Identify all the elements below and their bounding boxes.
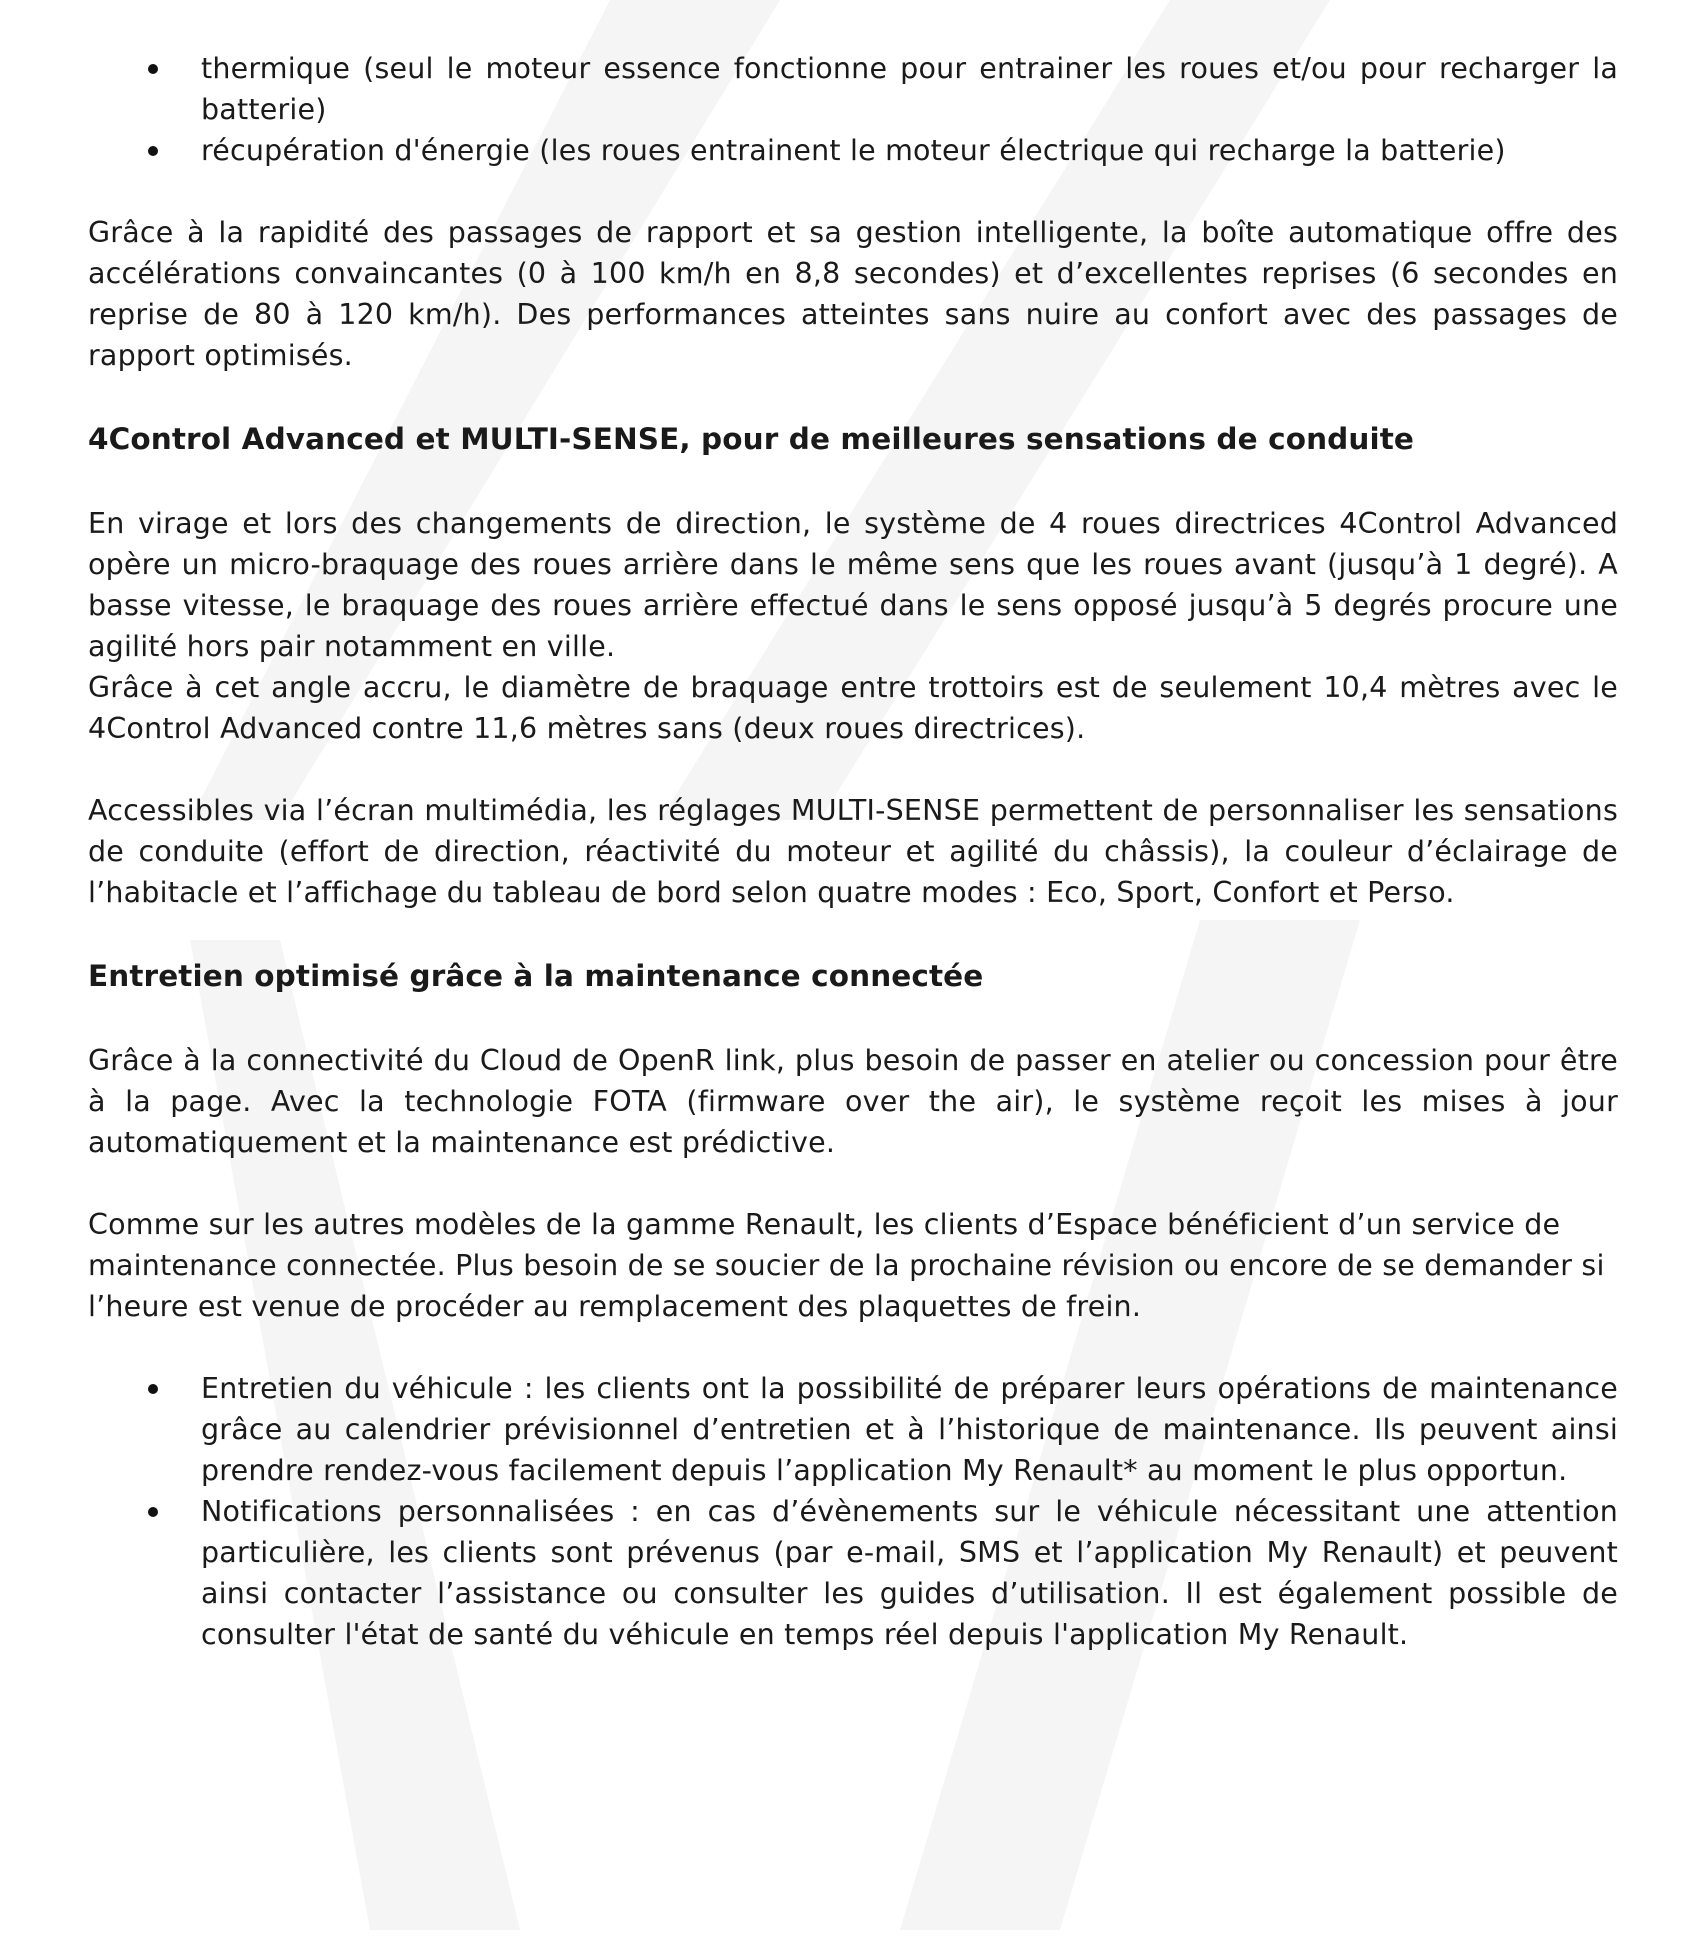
- section-heading-entretien: Entretien optimisé grâce à la maintenance connectée: [88, 959, 984, 993]
- 4control-paragraph-1a: En virage et lors des changements de direction, le système de 4 roues directrices 4Control Advanced opère un micro-braquage des roues arrière dans le même sens que les roues avant (jusqu’à 1 degré). A basse vitesse, le braquage des roues arrière effectué dans le sens opposé jusqu’à 5 degrés procure une agilité hors pair notamment en ville.: [88, 507, 1618, 663]
- section-heading-4control: 4Control Advanced et MULTI-SENSE, pour de meilleures sensations de conduite: [88, 422, 1415, 456]
- boite-paragraph: Grâce à la rapidité des passages de rapport et sa gestion intelligente, la boîte automatique offre des accélérations convaincantes (0 à 100 km/h en 8,8 secondes) et d’excellentes reprises (6 secondes en reprise de 80 à 120 km/h). Des performances atteintes sans nuire au confort avec des passages de rapport optimisés.: [88, 216, 1618, 372]
- multisense-paragraph: Accessibles via l’écran multimédia, les réglages MULTI-SENSE permettent de personnaliser les sensations de conduite (effort de direction, réactivité du moteur et agilité du châssis), la couleur d’éclairage de l’habitacle et l’affichage du tableau de bord selon quatre modes : Eco, Sport, Confort et Perso.: [88, 794, 1618, 909]
- list-item: Entretien du véhicule : les clients ont la possibilité de préparer leurs opérations de maintenance grâce au calendrier prévisionnel d’entretien et à l’historique de maintenance. Ils peuvent ainsi prendre rendez-vous facilement depuis l’application My Renault* au moment le plus opportun.: [88, 1368, 1618, 1491]
- entretien-bullet-list: [88, 1368, 1618, 1655]
- entretien-paragraph-2: Comme sur les autres modèles de la gamme Renault, les clients d’Espace bénéficient d’un service de maintenance connectée. Plus besoin de se soucier de la prochaine révision ou encore de se demander si l’heure est venue de procéder au remplacement des plaquettes de frein.: [88, 1208, 1605, 1323]
- list-item: thermique (seul le moteur essence fonctionne pour entrainer les roues et/ou pour recharger la batterie): [88, 48, 1618, 130]
- intro-bullet-list: [88, 48, 1618, 171]
- list-item: récupération d'énergie (les roues entrainent le moteur électrique qui recharge la batterie): [88, 130, 1618, 171]
- list-item: Notifications personnalisées : en cas d’évènements sur le véhicule nécessitant une attention particulière, les clients sont prévenus (par e-mail, SMS et l’application My Renault) et peuvent ainsi contacter l’assistance ou consulter les guides d’utilisation. Il est également possible de consulter l'état de santé du véhicule en temps réel depuis l'application My Renault.: [88, 1491, 1618, 1655]
- 4control-paragraph-1b: Grâce à cet angle accru, le diamètre de braquage entre trottoirs est de seulement 10,4 mètres avec le 4Control Advanced contre 11,6 mètres sans (deux roues directrices).: [88, 671, 1618, 745]
- document-page: [88, 48, 1618, 1655]
- entretien-paragraph-1: Grâce à la connectivité du Cloud de OpenR link, plus besoin de passer en atelier ou concession pour être à la page. Avec la technologie FOTA (firmware over the air), le système reçoit les mises à jour automatiquement et la maintenance est prédictive.: [88, 1044, 1618, 1159]
